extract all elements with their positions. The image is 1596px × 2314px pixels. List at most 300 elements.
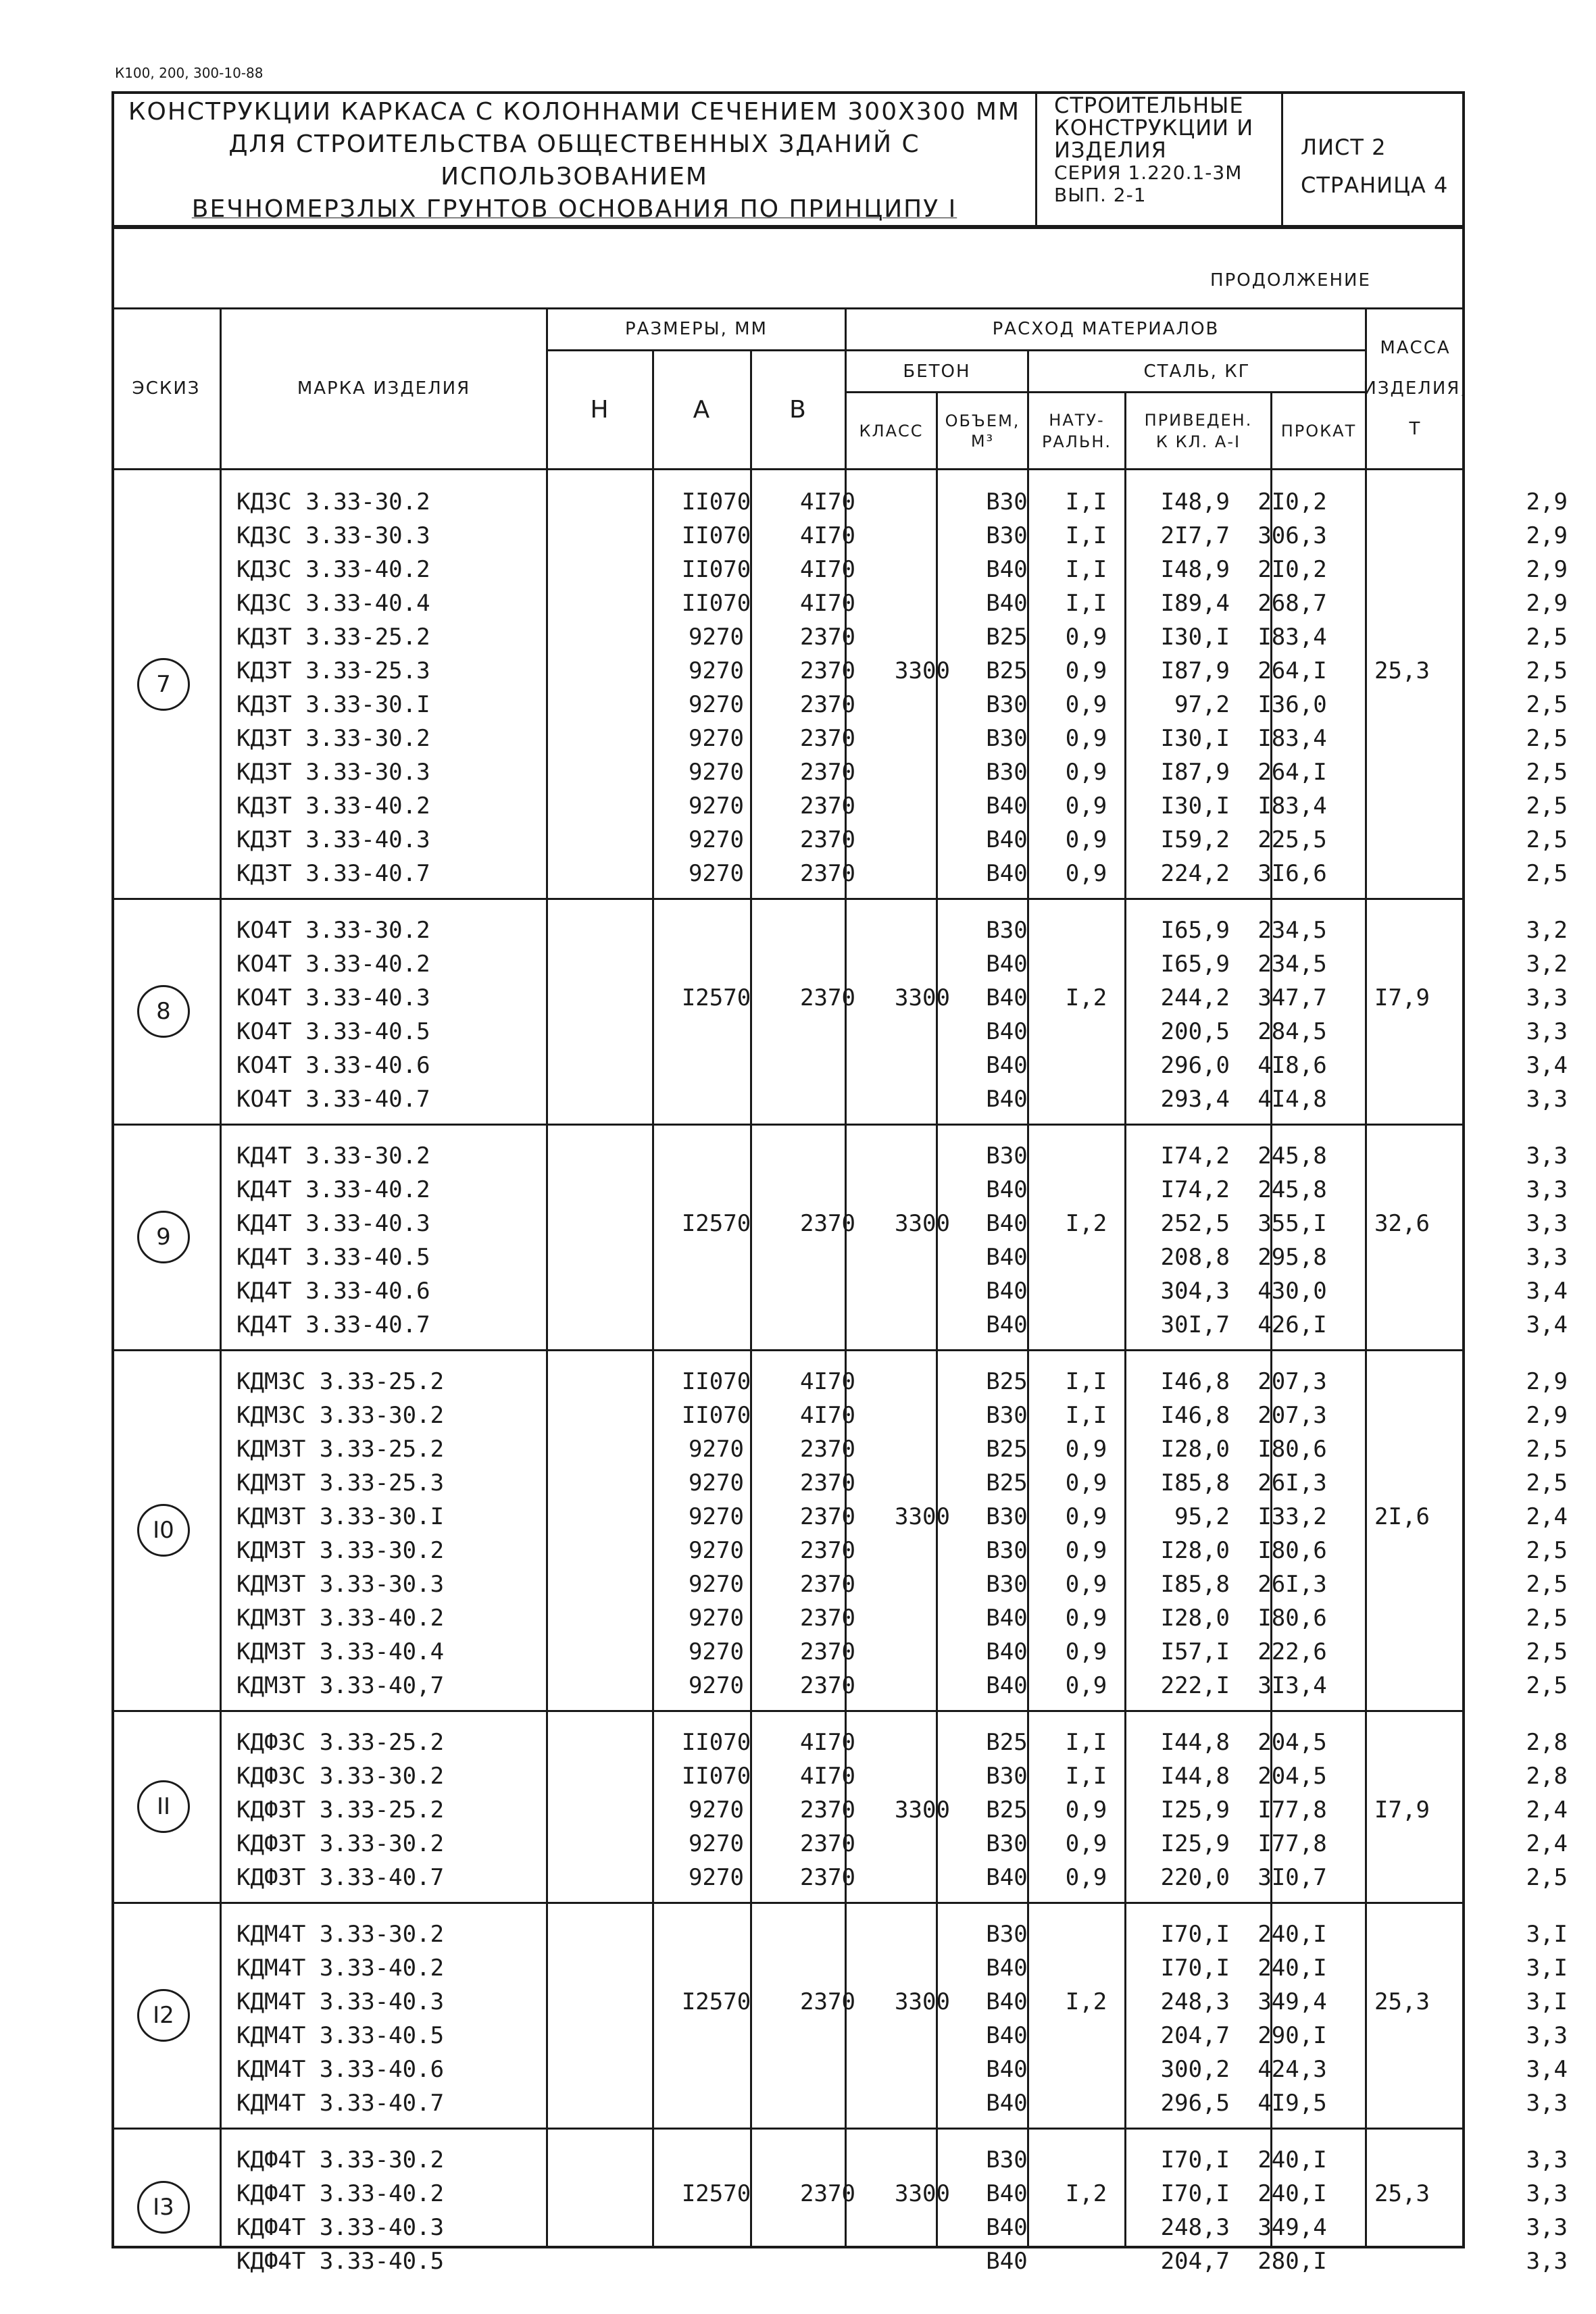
volume-cell: 0,9 [1065,624,1107,651]
reduced-steel-cell: I80,6 [1257,1605,1327,1632]
class-cell: В40 [986,2090,1028,2117]
natural-steel-cell: 95,2 [1174,1503,1230,1530]
reduced-steel-cell: I83,4 [1257,624,1327,651]
reduced-steel-cell: 264,I [1257,759,1327,786]
mass-cell: 2,5 [1526,691,1568,718]
reduced-steel-cell: I36,0 [1257,691,1327,718]
mass-cell: 2,4 [1526,1503,1568,1530]
h-cell: 9270 [689,1436,744,1463]
col-natural-line-2: РАЛЬН. [1041,432,1112,451]
h-cell: II070 [681,590,751,617]
volume-cell: 0,9 [1065,1537,1107,1564]
natural-steel-cell: 224,2 [1160,860,1230,887]
document-code: К100, 200, 300-10-88 [115,65,264,81]
mass-cell: 3,3 [1526,2090,1568,2117]
natural-steel-cell: I44,8 [1160,1763,1230,1790]
class-cell: В30 [986,759,1028,786]
table-row [111,586,1568,620]
reduced-steel-cell: 204,5 [1257,1763,1327,1790]
mark-cell: КДМ4Т 3.33-40.5 [236,2022,445,2049]
mass-cell: 3,3 [1526,984,1568,1011]
a-cell: 4I70 [800,1402,855,1429]
volume-cell: I,2 [1065,1210,1107,1237]
table-row [111,1726,1568,1759]
mass-cell: 3,3 [1526,1176,1568,1203]
col-volume-line-1: ОБЪЕМ, [945,411,1020,430]
natural-steel-cell: I85,8 [1160,1469,1230,1496]
table-row [111,2019,1568,2053]
class-cell: В40 [986,1311,1028,1338]
class-cell: В25 [986,657,1028,684]
natural-steel-cell: 244,2 [1160,984,1230,1011]
h-cell: II070 [681,1402,751,1429]
class-cell: В25 [986,1368,1028,1395]
mass-cell: 3,4 [1526,1311,1568,1338]
table-row [111,1534,1568,1567]
group-2 [111,899,1568,1124]
rolled-cell: I7,9 [1374,984,1430,1011]
a-cell: 2370 [800,793,855,820]
natural-steel-cell: I48,9 [1160,556,1230,583]
class-cell: В25 [986,1469,1028,1496]
natural-steel-cell: I44,8 [1160,1729,1230,1756]
a-cell: 4I70 [800,556,855,583]
sketch-number: 9 [137,1211,190,1263]
h-cell: 9270 [689,759,744,786]
rolled-cell: 32,6 [1374,1210,1430,1237]
mass-cell: 3,3 [1526,2146,1568,2173]
col-materials: РАСХОД МАТЕРИАЛОВ [992,319,1220,339]
class-cell: В40 [986,1605,1028,1632]
mark-cell: КДЗС 3.33-40.2 [236,556,430,583]
reduced-steel-cell: 234,5 [1257,951,1327,978]
h-cell: 9270 [689,1537,744,1564]
mass-cell: 3,3 [1526,1142,1568,1169]
natural-steel-cell: 200,5 [1160,1018,1230,1045]
mark-cell: КД4Т 3.33-30.2 [236,1142,430,1169]
mass-cell: 3,2 [1526,917,1568,944]
class-cell: В40 [986,793,1028,820]
mass-cell: 2,8 [1526,1763,1568,1790]
natural-steel-cell: I74,2 [1160,1176,1230,1203]
mass-cell: 3,I [1526,1921,1568,1948]
mass-cell: 2,9 [1526,488,1568,515]
reduced-steel-cell: 240,I [1257,2146,1327,2173]
h-cell: II070 [681,1368,751,1395]
natural-steel-cell: I89,4 [1160,590,1230,617]
a-cell: 2370 [800,860,855,887]
mark-cell: КДЗТ 3.33-30.2 [236,725,430,752]
mass-cell: 3,3 [1526,1244,1568,1271]
class-cell: В30 [986,1921,1028,1948]
col-mark: МАРКА ИЗДЕЛИЯ [297,378,471,399]
mark-cell: КДМЗТ 3.33-40.2 [236,1605,445,1632]
mark-cell: КДФ4Т 3.33-40.5 [236,2248,445,2275]
volume-cell: 0,9 [1065,725,1107,752]
mark-cell: КДМ4Т 3.33-40.6 [236,2056,445,2083]
table-row [111,620,1568,654]
table-row [111,2244,1568,2278]
reduced-steel-cell: 424,3 [1257,2056,1327,2083]
col-reduced-line-2: К КЛ. А-I [1155,432,1241,451]
mark-cell: КДМЗТ 3.33-25.2 [236,1436,445,1463]
col-volume-line-2: М³ [970,431,995,451]
natural-steel-cell: 204,7 [1160,2022,1230,2049]
mark-cell: КДЗТ 3.33-40.2 [236,793,430,820]
mark-cell: КДЗТ 3.33-30.I [236,691,430,718]
class-cell: В25 [986,1796,1028,1823]
natural-steel-cell: 304,3 [1160,1278,1230,1305]
table-row [111,1635,1568,1669]
mass-cell: 2,4 [1526,1830,1568,1857]
h-cell: 9270 [689,1638,744,1665]
mark-cell: КДЗС 3.33-30.3 [236,522,430,549]
sketch-number: II [137,1780,190,1833]
table-row [111,857,1568,890]
natural-steel-cell: I25,9 [1160,1796,1230,1823]
table-row [111,485,1568,519]
table-row [111,1139,1568,1173]
table-row [111,654,1568,688]
reduced-steel-cell: 3I6,6 [1257,860,1327,887]
col-concrete: БЕТОН [903,361,971,382]
a-cell: 2370 [800,1638,855,1665]
table-row [111,2211,1568,2244]
mass-cell: 3,3 [1526,1210,1568,1237]
h-cell: 9270 [689,860,744,887]
table-row [111,1827,1568,1861]
a-cell: 2370 [800,624,855,651]
mass-cell: 2,5 [1526,725,1568,752]
category-line-2: КОНСТРУКЦИИ И [1054,115,1254,141]
a-cell: 2370 [800,1988,855,2015]
mark-cell: КДМЗС 3.33-25.2 [236,1368,445,1395]
a-cell: 2370 [800,1537,855,1564]
mark-cell: КДЗТ 3.33-30.3 [236,759,430,786]
mass-cell: 2,5 [1526,759,1568,786]
natural-steel-cell: 252,5 [1160,1210,1230,1237]
mass-cell: 2,5 [1526,1605,1568,1632]
natural-steel-cell: I46,8 [1160,1368,1230,1395]
mark-cell: КДФ4Т 3.33-40.2 [236,2180,445,2207]
h-cell: 9270 [689,793,744,820]
class-cell: В40 [986,590,1028,617]
mark-cell: КО4Т 3.33-40.6 [236,1052,430,1079]
sheet-number: ЛИСТ 2 [1301,134,1387,160]
natural-steel-cell: I30,I [1160,725,1230,752]
sketch-number: 7 [137,658,190,711]
mass-cell: 2,5 [1526,624,1568,651]
class-cell: В30 [986,1830,1028,1857]
title-line-2: ДЛЯ СТРОИТЕЛЬСТВА ОБЩЕСТВЕННЫХ ЗДАНИЙ С ИСПОЛЬЗОВАНИЕМ [228,130,920,191]
a-cell: 2370 [800,826,855,853]
mark-cell: КО4Т 3.33-40.3 [236,984,430,1011]
title-line-3: ВЕЧНОМЕРЗЛЫХ ГРУНТОВ ОСНОВАНИЯ ПО ПРИНЦИПУ I [191,195,957,223]
natural-steel-cell: 296,0 [1160,1052,1230,1079]
rolled-cell: 25,3 [1374,2180,1430,2207]
a-cell: 2370 [800,1605,855,1632]
mass-cell: 2,9 [1526,590,1568,617]
mark-cell: КДМЗС 3.33-30.2 [236,1402,445,1429]
mark-cell: КД4Т 3.33-40.2 [236,1176,430,1203]
mark-cell: КДМЗТ 3.33-40.4 [236,1638,445,1665]
mark-cell: КД4Т 3.33-40.6 [236,1278,430,1305]
natural-steel-cell: I59,2 [1160,826,1230,853]
mark-cell: КДФЗТ 3.33-40.7 [236,1864,445,1891]
class-cell: В40 [986,860,1028,887]
mass-cell: 3,3 [1526,1018,1568,1045]
h-cell: II070 [681,522,751,549]
class-cell: В30 [986,1537,1028,1564]
natural-steel-cell: I74,2 [1160,1142,1230,1169]
table-row [111,2177,1568,2211]
natural-steel-cell: 296,5 [1160,2090,1230,2117]
class-cell: В30 [986,917,1028,944]
class-cell: В40 [986,1638,1028,1665]
table-row [111,1601,1568,1635]
volume-cell: 0,9 [1065,1796,1107,1823]
a-cell: 2370 [800,1503,855,1530]
class-cell: В40 [986,1988,1028,2015]
group-1 [111,470,1568,899]
table-row [111,722,1568,755]
volume-cell: I,2 [1065,2180,1107,2207]
class-cell: В40 [986,1018,1028,1045]
table-row [111,2053,1568,2086]
class-cell: В25 [986,1729,1028,1756]
volume-cell: I,I [1065,1368,1107,1395]
mark-cell: КД4Т 3.33-40.5 [236,1244,430,1271]
mass-cell: 2,5 [1526,793,1568,820]
natural-steel-cell: I30,I [1160,793,1230,820]
a-cell: 2370 [800,657,855,684]
volume-cell: 0,9 [1065,1436,1107,1463]
col-a: А [693,395,712,424]
reduced-steel-cell: I77,8 [1257,1796,1327,1823]
reduced-steel-cell: 222,6 [1257,1638,1327,1665]
mass-cell: 3,3 [1526,2180,1568,2207]
volume-cell: 0,9 [1065,1638,1107,1665]
reduced-steel-cell: I80,6 [1257,1436,1327,1463]
a-cell: 2370 [800,691,855,718]
mass-cell: 3,I [1526,1955,1568,1982]
volume-cell: 0,9 [1065,657,1107,684]
natural-steel-cell: I28,0 [1160,1436,1230,1463]
col-mass-line-1: МАССА [1380,338,1451,358]
class-cell: В30 [986,725,1028,752]
volume-cell: I,2 [1065,984,1107,1011]
natural-steel-cell: I65,9 [1160,917,1230,944]
reduced-steel-cell: 240,I [1257,1955,1327,1982]
reduced-steel-cell: I83,4 [1257,793,1327,820]
title-line-1: КОНСТРУКЦИИ КАРКАСА С КОЛОННАМИ СЕЧЕНИЕМ 300Х300 ММ [128,97,1021,126]
volume-cell: I,I [1065,1729,1107,1756]
mass-cell: 2,5 [1526,1436,1568,1463]
table-row [111,1432,1568,1466]
reduced-steel-cell: 349,4 [1257,1988,1327,2015]
reduced-steel-cell: I77,8 [1257,1830,1327,1857]
table-row [111,789,1568,823]
rolled-cell: 25,3 [1374,1988,1430,2015]
natural-steel-cell: I28,0 [1160,1537,1230,1564]
class-cell: В30 [986,522,1028,549]
mark-cell: КДЗТ 3.33-40.3 [236,826,430,853]
h-cell: 9270 [689,624,744,651]
sketch-number: I3 [137,2181,190,2234]
col-rolled: ПРОКАТ [1280,421,1357,441]
reduced-steel-cell: I33,2 [1257,1503,1327,1530]
natural-steel-cell: 208,8 [1160,1244,1230,1271]
mark-cell: КДФЗС 3.33-30.2 [236,1763,445,1790]
volume-cell: I,2 [1065,1988,1107,2015]
reduced-steel-cell: 295,8 [1257,1244,1327,1271]
class-cell: В40 [986,1864,1028,1891]
reduced-steel-cell: 306,3 [1257,522,1327,549]
volume-cell: I,I [1065,1402,1107,1429]
reduced-steel-cell: 349,4 [1257,2214,1327,2241]
table-row [111,1466,1568,1500]
mark-cell: КО4Т 3.33-40.7 [236,1086,430,1113]
class-cell: В40 [986,1244,1028,1271]
mark-cell: КДМЗТ 3.33-30.I [236,1503,445,1530]
group-3 [111,1124,1568,1350]
h-cell: I2570 [681,2180,751,2207]
natural-steel-cell: 248,3 [1160,1988,1230,2015]
table-row [111,1567,1568,1601]
col-volume [938,393,1027,468]
a-cell: 4I70 [800,1368,855,1395]
reduced-steel-cell: 426,I [1257,1311,1327,1338]
table-row [111,1917,1568,1951]
table-row [111,1207,1568,1240]
mark-cell: КДМЗТ 3.33-30.2 [236,1537,445,1564]
mass-cell: 2,5 [1526,1864,1568,1891]
table-row [111,823,1568,857]
mark-cell: КДЗТ 3.33-40.7 [236,860,430,887]
volume-cell: 0,9 [1065,1503,1107,1530]
table-row [111,1793,1568,1827]
a-cell: 2370 [800,1469,855,1496]
h-cell: 9270 [689,1469,744,1496]
reduced-steel-cell: 290,I [1257,2022,1327,2049]
h-cell: 9270 [689,1672,744,1699]
reduced-steel-cell: I83,4 [1257,725,1327,752]
table-row [111,1669,1568,1703]
reduced-steel-cell: 207,3 [1257,1402,1327,1429]
natural-steel-cell: I28,0 [1160,1605,1230,1632]
col-mass-line-3: Т [1409,419,1422,439]
a-cell: 4I70 [800,1729,855,1756]
mass-cell: 3,3 [1526,2214,1568,2241]
mass-cell: 2,5 [1526,1571,1568,1598]
h-cell: 9270 [689,1864,744,1891]
col-natural-line-1: НАТУ- [1049,410,1105,430]
class-cell: В30 [986,488,1028,515]
volume-cell: 0,9 [1065,1864,1107,1891]
reduced-steel-cell: 240,I [1257,1921,1327,1948]
mark-cell: КДМ4Т 3.33-40.7 [236,2090,445,2117]
natural-steel-cell: I46,8 [1160,1402,1230,1429]
class-cell: В25 [986,1436,1028,1463]
b-cell: 3300 [895,2180,950,2207]
b-cell: 3300 [895,984,950,1011]
h-cell: I2570 [681,1210,751,1237]
reduced-steel-cell: 207,3 [1257,1368,1327,1395]
reduced-steel-cell: 225,5 [1257,826,1327,853]
class-cell: В40 [986,984,1028,1011]
h-cell: II070 [681,556,751,583]
natural-steel-cell: I70,I [1160,2180,1230,2207]
table-row [111,1759,1568,1793]
volume-cell: 0,9 [1065,793,1107,820]
class-cell: В40 [986,1955,1028,1982]
reduced-steel-cell: 264,I [1257,657,1327,684]
class-cell: В30 [986,1503,1028,1530]
natural-steel-cell: I70,I [1160,1955,1230,1982]
rolled-cell: I7,9 [1374,1796,1430,1823]
a-cell: 4I70 [800,488,855,515]
table-row [111,1861,1568,1894]
group-4 [111,1350,1568,1711]
col-mass-line-2: ИЗДЕЛИЯ, [1363,378,1468,399]
natural-steel-cell: 293,4 [1160,1086,1230,1113]
volume-cell: 0,9 [1065,1672,1107,1699]
mass-cell: 3,4 [1526,1278,1568,1305]
mass-cell: 3,2 [1526,951,1568,978]
category-line-3: ИЗДЕЛИЯ [1054,137,1167,163]
mass-cell: 2,9 [1526,522,1568,549]
table-row [111,1308,1568,1342]
table-row [111,1365,1568,1399]
issue-label: ВЫП. 2-1 [1054,184,1147,206]
mass-cell: 3,3 [1526,1086,1568,1113]
b-cell: 3300 [895,1210,950,1237]
b-cell: 3300 [895,1796,950,1823]
reduced-steel-cell: 26I,3 [1257,1469,1327,1496]
a-cell: 2370 [800,759,855,786]
class-cell: В40 [986,2056,1028,2083]
natural-steel-cell: 204,7 [1160,2248,1230,2275]
h-cell: II070 [681,488,751,515]
class-cell: В40 [986,1278,1028,1305]
a-cell: 2370 [800,1210,855,1237]
h-cell: II070 [681,1729,751,1756]
class-cell: В40 [986,2180,1028,2207]
volume-cell: 0,9 [1065,1469,1107,1496]
table-row [111,981,1568,1015]
mark-cell: КДФЗТ 3.33-30.2 [236,1830,445,1857]
col-steel: СТАЛЬ, КГ [1143,361,1251,382]
reduced-steel-cell: 3I0,7 [1257,1864,1327,1891]
continuation-label: ПРОДОЛЖЕНИЕ [1210,270,1371,291]
reduced-steel-cell: 234,5 [1257,917,1327,944]
natural-steel-cell: 248,3 [1160,2214,1230,2241]
volume-cell: I,I [1065,556,1107,583]
reduced-steel-cell: 204,5 [1257,1729,1327,1756]
natural-steel-cell: I87,9 [1160,657,1230,684]
mark-cell: КО4Т 3.33-30.2 [236,917,430,944]
mark-cell: КД4Т 3.33-40.7 [236,1311,430,1338]
mass-cell: 2,8 [1526,1729,1568,1756]
volume-cell: I,I [1065,590,1107,617]
table-row [111,913,1568,947]
volume-cell: 0,9 [1065,1571,1107,1598]
natural-steel-cell: I30,I [1160,624,1230,651]
h-cell: 9270 [689,1796,744,1823]
volume-cell: I,I [1065,522,1107,549]
col-class: КЛАСС [859,421,924,441]
natural-steel-cell: 222,I [1160,1672,1230,1699]
